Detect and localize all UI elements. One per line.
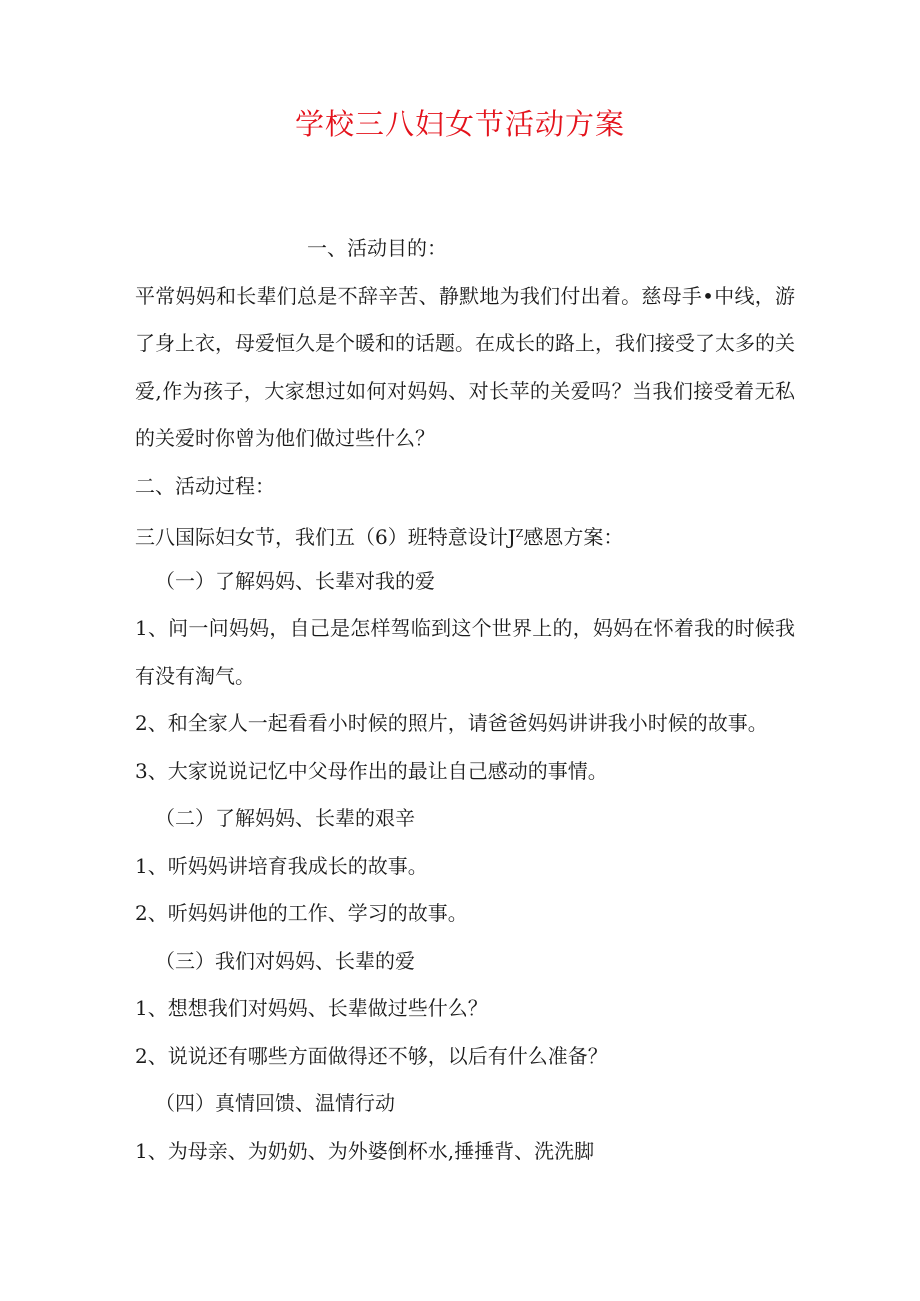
section-heading-process: 二、活动过程： [135,473,275,498]
subsection-heading: （一）了解妈妈、长辈对我的爱 [155,568,435,593]
paragraph-line: 平常妈妈和长辈们总是不辞辛苦、静默地为我们付出着。慈母手•中线，游 [135,283,795,308]
document-title: 学校三八妇女节活动方案 [294,107,625,141]
list-item: 2、和全家人一起看看小时候的照片，请爸爸妈妈讲讲我小时候的故事。 [135,711,768,735]
intro-text-before: 三八国际妇女节，我们五（6）班特意设计J [135,525,516,549]
paragraph-line: 了身上衣，母爱恒久是个暖和的话题。在成长的路上，我们接受了太多的关 [135,331,795,355]
list-item: 2、听妈妈讲他的工作、学习的故事。 [135,901,468,925]
intro-text-after: 感恩方案： [523,525,624,549]
list-item: 1、想想我们对妈妈、长辈做过些什么？ [135,996,488,1020]
subsection-heading: （三）我们对妈妈、长辈的爱 [155,948,415,973]
list-item: 2、说说还有哪些方面做得还不够，以后有什么准备？ [135,1043,608,1068]
paragraph-line: 的关爱时你曾为他们做过些什么？ [135,426,435,450]
list-item: 1、为母亲、为奶奶、为外婆倒杯水,捶捶背、洗洗脚 [135,1138,595,1163]
subsection-heading: （二）了解妈妈、长辈的艰辛 [155,806,415,830]
document-body [135,225,795,1175]
subsection-heading: （四）真情回馈、温情行动 [155,1091,395,1115]
list-item-line: 1、问一问妈妈，自己是怎样驾临到这个世界上的，妈妈在怀着我的时候我 [135,616,795,640]
intro-superscript: Z [515,527,524,540]
list-item-line: 有没有淘气。 [135,663,255,688]
paragraph-line: 爱,作为孩子，大家想过如何对妈妈、对长苹的关爱吗？当我们接受着无私 [135,378,795,403]
list-item: 1、听妈妈讲培育我成长的故事。 [135,853,428,878]
list-item: 3、大家说说记忆中父母作出的最让自己感动的事情。 [135,758,608,783]
section-heading-purpose: 一、活动目的： [307,236,447,260]
intro-line [135,510,795,558]
